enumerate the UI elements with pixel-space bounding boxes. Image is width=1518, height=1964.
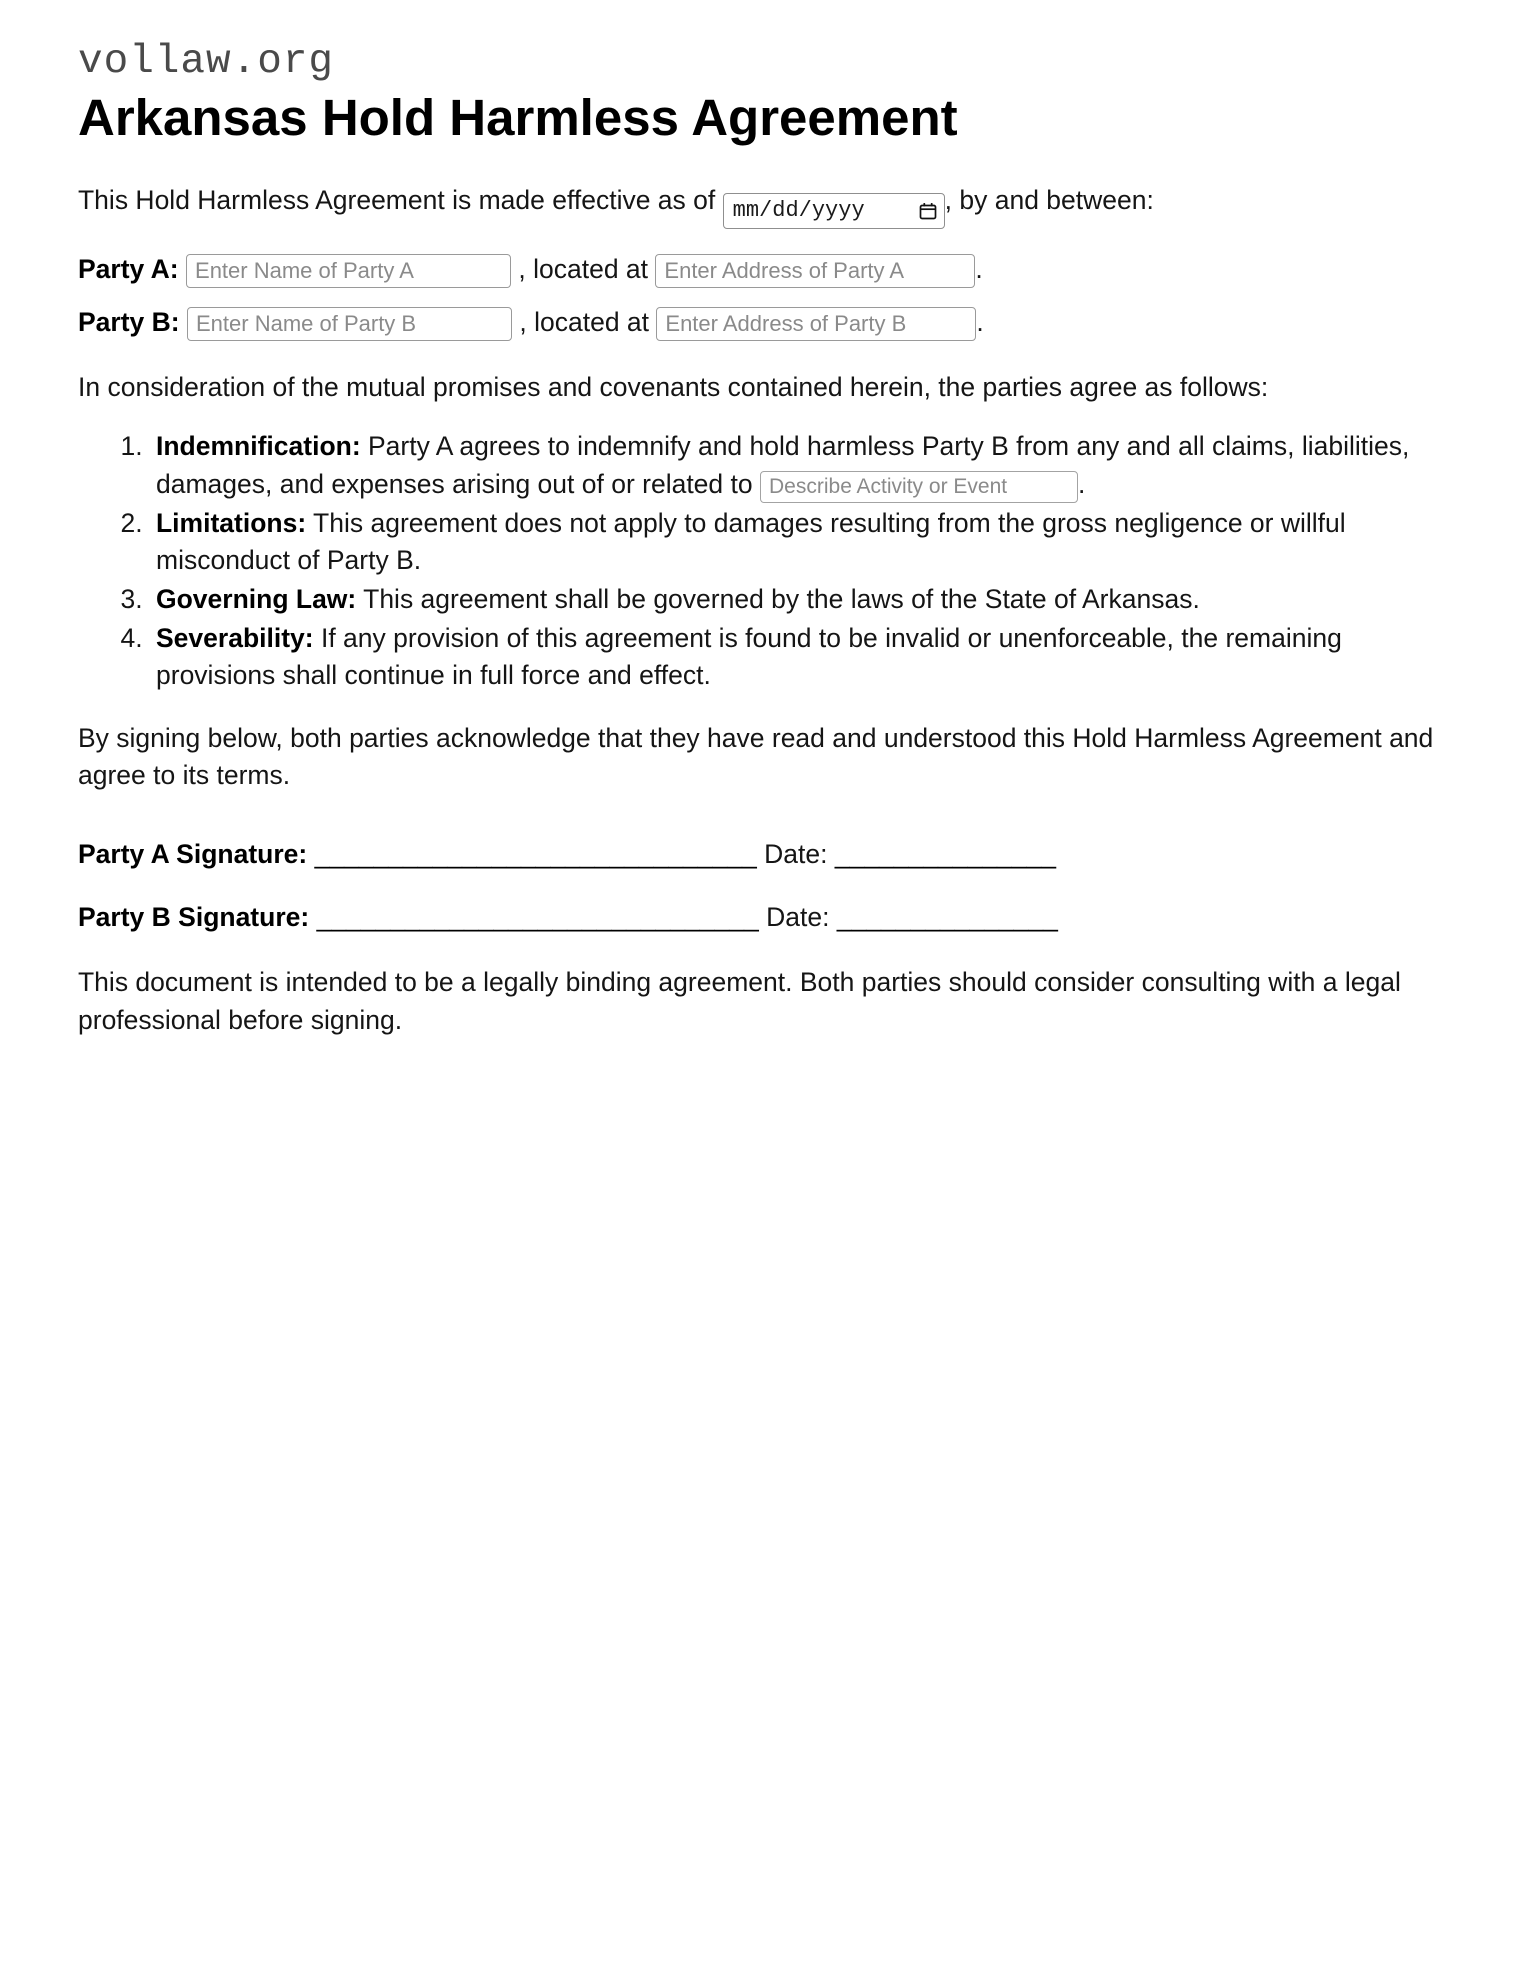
effective-date-value: mm/dd/yyyy [732, 197, 865, 223]
term-text: This agreement does not apply to damages resulting from the gross negligence or willful misconduct of Party B. [156, 507, 1346, 575]
effective-date-suffix: , by and between: [944, 184, 1154, 215]
party-a-signature-row [78, 836, 1440, 873]
party-a-signature-line[interactable]: ______________________________ [314, 839, 757, 870]
party-b-date-line[interactable]: _______________ [836, 902, 1058, 933]
party-b-row [78, 304, 1440, 341]
term-text: This agreement shall be governed by the laws of the State of Arkansas. [356, 583, 1200, 614]
party-b-address-input[interactable] [656, 307, 976, 341]
term-text-after: . [1078, 468, 1086, 499]
document-body [78, 182, 1440, 1039]
acknowledgement-paragraph: By signing below, both parties acknowledge that they have read and understood this Hold Harmless Agreement and agree to its terms. [78, 723, 1434, 791]
term-heading: Limitations: [156, 507, 307, 538]
term-heading: Severability: [156, 622, 314, 653]
party-b-signature-line[interactable]: ______________________________ [316, 902, 759, 933]
term-text: If any provision of this agreement is found to be invalid or unenforceable, the remaining provisions shall continue in full force and effect. [156, 622, 1342, 690]
effective-date-prefix: This Hold Harmless Agreement is made effective as of [78, 184, 716, 215]
term-item-severability [150, 620, 1440, 694]
party-a-name-input[interactable] [186, 254, 511, 288]
party-a-middle-text: , located at [518, 254, 649, 285]
term-item-indemnification [150, 428, 1440, 502]
party-a-date-line[interactable]: _______________ [834, 839, 1056, 870]
effective-date-input[interactable] [723, 193, 945, 229]
effective-date-line [78, 182, 1440, 229]
calendar-icon[interactable] [919, 202, 937, 220]
party-a-signature-label: Party A Signature: [78, 839, 308, 870]
term-heading: Indemnification: [156, 431, 361, 462]
consideration-paragraph: In consideration of the mutual promises and covenants contained herein, the parties agree as follows: [78, 372, 1269, 403]
page-title: Arkansas Hold Harmless Agreement [78, 89, 958, 147]
party-a-row [78, 251, 1440, 288]
party-b-signature-row [78, 899, 1440, 936]
party-a-date-label: Date: [764, 839, 828, 870]
party-b-middle-text: , located at [519, 307, 650, 338]
party-b-date-label: Date: [766, 902, 830, 933]
term-item-limitations [150, 505, 1440, 579]
party-a-label: Party A: [78, 254, 179, 285]
closing-disclaimer: This document is intended to be a legally binding agreement. Both parties should consider consulting with a legal professional before signing. [78, 967, 1401, 1035]
party-b-period: . [976, 307, 984, 338]
term-heading: Governing Law: [156, 583, 357, 614]
party-b-label: Party B: [78, 307, 180, 338]
signature-block [78, 836, 1440, 936]
party-a-period: . [975, 254, 983, 285]
activity-description-input[interactable] [760, 471, 1078, 503]
party-a-address-input[interactable] [655, 254, 975, 288]
term-text: Party A agrees to indemnify and hold harmless Party B from any and all claims, liabilities, damages, and expenses arising out of or related to [156, 431, 1410, 499]
terms-list [78, 428, 1440, 694]
term-item-governing-law [150, 581, 1440, 618]
party-b-name-input[interactable] [187, 307, 512, 341]
party-b-signature-label: Party B Signature: [78, 902, 310, 933]
brand-logo: vollaw.org [78, 39, 335, 85]
